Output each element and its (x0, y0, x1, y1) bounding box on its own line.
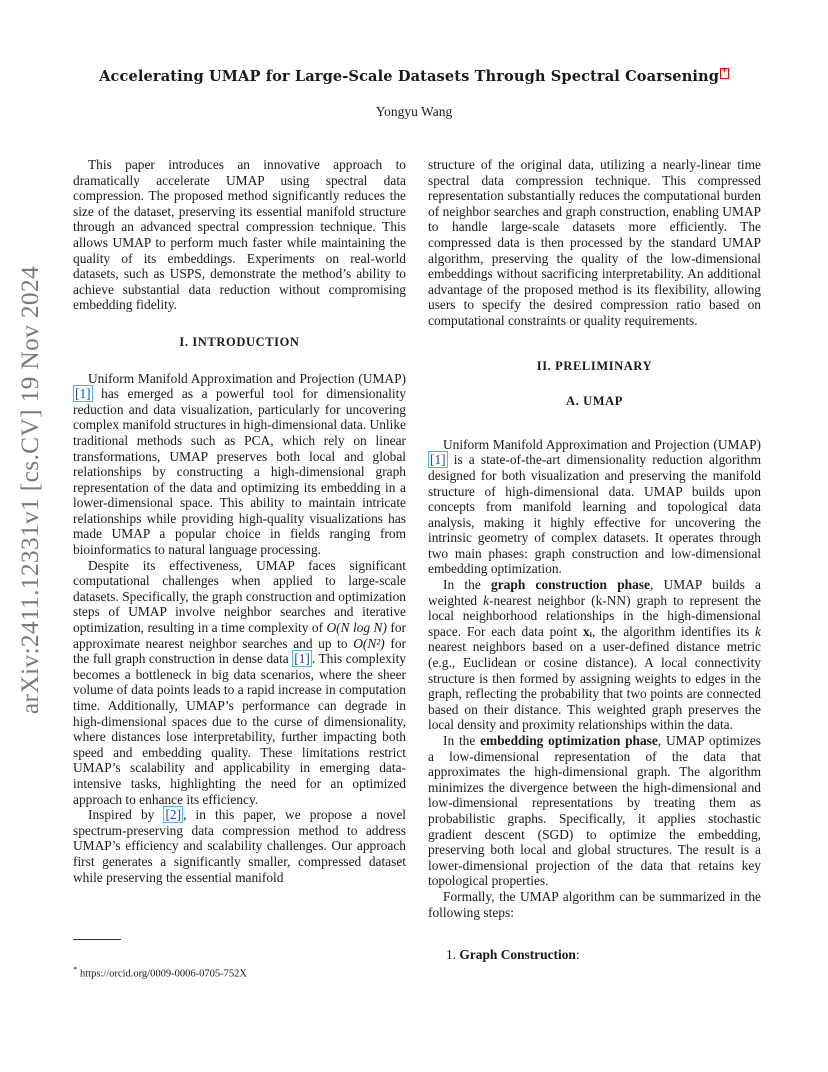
footnote-divider (73, 939, 121, 940)
arxiv-sidebar-identifier (10, 265, 50, 715)
footnote-orcid-link[interactable]: https://orcid.org/0009-0006-0705-752X (80, 968, 247, 980)
left-column (73, 157, 406, 885)
intro-p2-text-a: Despite its effectiveness, UMAP faces significant computational challenges when applied to large-scale datasets. Specifically, the graph construction and optimization steps of UMAP involve neighbor searches and iterative optimization, resulting in a time complexity of (73, 557, 406, 636)
section-heading-introduction: I. INTRODUCTION (179, 334, 300, 349)
list-item-graph-construction (428, 947, 761, 963)
title-footnote-link[interactable]: * (722, 68, 727, 79)
prelim-p2-text-a: In the (443, 577, 492, 593)
citation-link[interactable]: [1] (294, 651, 310, 667)
citation-link[interactable]: [2] (165, 807, 182, 823)
abstract-paragraph: This paper introduces an innovative approach to dramatically accelerate UMAP using spectral data compression. The proposed method significantly reduces the size of the dataset, preserving its essential manifold structure through an advanced spectral compression technique. This allows UMAP to perform much faster while maintaining the quality of its embeddings. Experiments on real-world datasets, such as USPS, demonstrate the method’s ability to achieve substantial data reduction without compromising embedding fidelity. (73, 157, 406, 313)
math-complexity-n-squared: O(N²) (353, 635, 385, 651)
math-complexity-nlogn: O(N log N) (326, 620, 387, 636)
intro-p3-text-a: Inspired by (88, 807, 164, 823)
intro-p2-text-c: for the full graph construction in dense data (73, 635, 406, 667)
math-x-i: xᵢ (582, 623, 592, 639)
prelim-paragraph-1 (428, 437, 761, 577)
intro-p1-text-b: has emerged as a powerful tool for dimensionality reduction and data visualization, particularly for uncovering complex manifold structures in high-dimensional data. Unlike traditional methods such as PCA, which rely on linear transformations, UMAP preserves both local and global relationships by constructing a high-dimensional graph representation of the data and optimizing its embedding in a lower-dimensional space. This ability to maintain intricate relationships while providing high-quality visualizations has made UMAP a popular choice in fields ranging from bioinformatics to natural language processing. (73, 386, 406, 558)
math-k: k (755, 623, 761, 639)
author-name: Yongyu Wang (375, 104, 453, 119)
prelim-paragraph-3 (428, 733, 761, 889)
footnote-mark: * (73, 964, 78, 974)
list-item-number: 1. (446, 947, 457, 963)
math-k: k (483, 592, 490, 608)
intro-p3-text-b: , in this paper, we propose a novel spectrum-preserving data compression method to address UMAP’s efficiency and scalability challenges. Our approach first generates a significantly smaller, compressed dataset while preserving the essential manifold (73, 807, 406, 885)
arxiv-id-text: arXiv:2411.12331v1 [cs.CV] 19 Nov 2024 (15, 265, 45, 715)
prelim-p1-text-a: Uniform Manifold Approximation and Projection (UMAP) (443, 436, 761, 452)
right-column (428, 157, 761, 963)
intro-continuation-paragraph: structure of the original data, utilizing a nearly-linear time spectral data compression technique. This compressed representation substantially reduces the computational burden of neighbor searches and graph construction, enabling UMAP to handle large-scale datasets more efficiently. The compressed data is then processed by the standard UMAP algorithm, preserving the quality of the low-dimensional embeddings without sacrificing interpretability. An additional advantage of the proposed method is its flexibility, allowing users to specify the desired compression ratio based on computational constraints or quality requirements. (428, 157, 761, 328)
intro-p2-text-d: . This complexity becomes a bottleneck in big data scenarios, where the sheer volume of data points leads to a rapid increase in computation time. Additionally, UMAP’s performance can degrade in high-dimensional spaces due to the curse of dimensionality, where distances lose interpretability, further impacting both speed and embedding quality. These limitations restrict UMAP’s scalability and applicability in emerging data-intensive tasks, highlighting the need for an optimized approach to enhance its efficiency. (73, 651, 407, 807)
section-heading-preliminary: II. PRELIMINARY (536, 358, 653, 373)
term-graph-construction-phase: graph construction phase (491, 577, 650, 593)
footnote (73, 964, 247, 980)
term-embedding-optimization-phase: embedding optimization phase (480, 733, 658, 748)
prelim-p1-text-b: is a state-of-the-art dimensionality reduction algorithm designed for both visualization and preserving the manifold structure of high-dimensional data. UMAP builds upon concepts from manifold learning and topological data analysis, making it highly effective for uncovering the intrinsic geometry of complex datasets. It operates through two main phases: graph construction and low-dimensional embedding optimization. (428, 452, 761, 577)
list-item-colon: : (575, 947, 580, 963)
prelim-p2-text-c: -nearest neighbor (k-NN) graph to represent the local neighborhood relationships in the high-dimensional space. For each data point (428, 592, 761, 639)
intro-paragraph-1 (73, 371, 406, 558)
intro-paragraph-3 (73, 807, 406, 885)
intro-p1-text-a: Uniform Manifold Approximation and Projection (UMAP) (88, 370, 406, 386)
prelim-paragraph-4: Formally, the UMAP algorithm can be summarized in the following steps: (428, 888, 761, 920)
list-item-label: Graph Construction (459, 947, 576, 963)
prelim-p3-text-a: In the (443, 733, 481, 748)
prelim-paragraph-2 (428, 577, 761, 733)
prelim-p2-text-b: , UMAP builds a weighted (428, 577, 761, 608)
intro-paragraph-2 (73, 558, 406, 808)
prelim-p3-text-b: , UMAP optimizes a low-dimensional representation of the data that approximates the high-dimensional graph. The algorithm minimizes the divergence between the high-dimensional and low-dimensional representations by treating them as probabilistic graphs. Specifically, it applies stochastic gradient descent (SGD) to optimize the embedding, preserving both local and global structures. The result is a lower-dimensional projection of the data that retains key topological properties. (428, 733, 761, 889)
intro-p2-text-b: for approximate nearest neighbor searches and up to (73, 620, 406, 651)
prelim-p2-text-d: , the algorithm identifies its (591, 623, 756, 639)
subsection-heading-umap: A. UMAP (566, 394, 623, 409)
prelim-p2-text-e: nearest neighbors based on a user-defined distance metric (e.g., Euclidean or cosine distance). A local connectivity structure is then formed by assigning weights to edges in the graph, reflecting the probability that two points are connected based on their distance. This weighted graph preserves the local density and proximity relationships within the data. (428, 639, 761, 733)
paper-title-text: Accelerating UMAP for Large-Scale Datasets Through Spectral Coarsening (99, 68, 720, 85)
paper-title (0, 68, 828, 85)
citation-link[interactable]: [1] (430, 452, 446, 468)
citation-link[interactable]: [1] (75, 386, 91, 402)
